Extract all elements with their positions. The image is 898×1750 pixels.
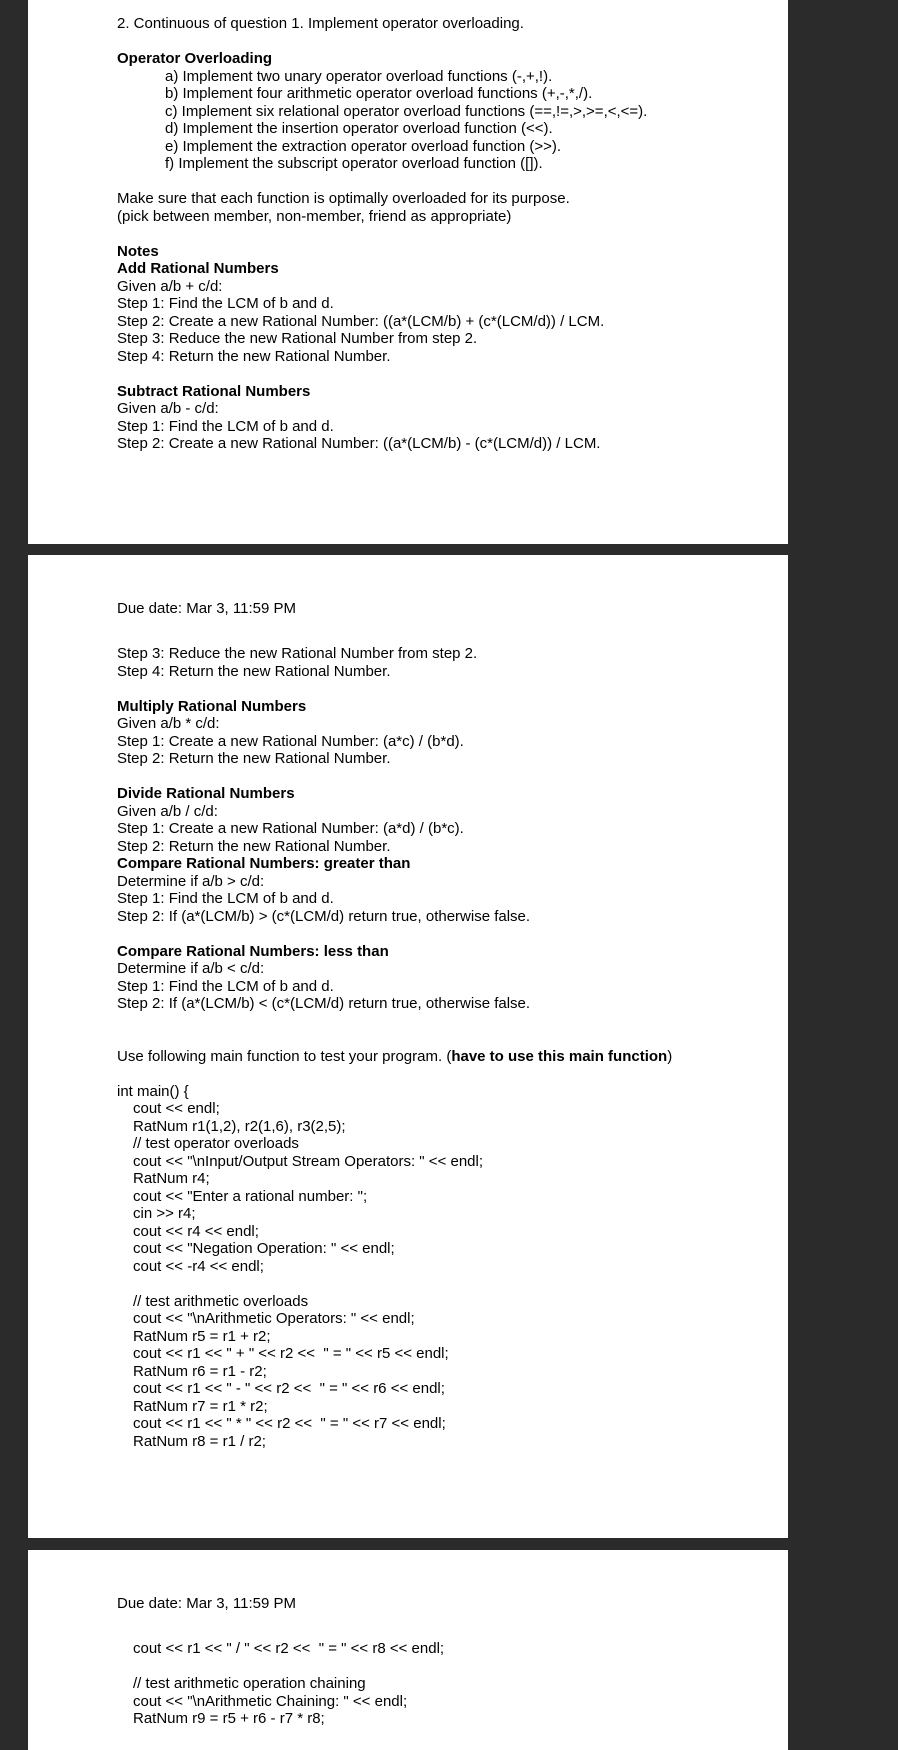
code-block xyxy=(117,1640,768,1728)
due-date: Due date: Mar 3, 11:59 PM xyxy=(117,1595,296,1612)
question-intro: 2. Continuous of question 1. Implement operator overloading. xyxy=(117,15,524,32)
text-line: Step 1: Find the LCM of b and d. xyxy=(117,417,334,435)
text-line: Given a/b * c/d: xyxy=(117,715,220,732)
list-item: f) Implement the subscript operator overload function ([]). xyxy=(165,155,543,172)
code-line: cin >> r4; xyxy=(133,1205,196,1222)
code-line: cout << "\nArithmetic Operators: " << endl; xyxy=(133,1310,415,1327)
text-line: Step 1: Create a new Rational Number: (a*d) / (b*c). xyxy=(117,820,464,837)
document-page-2 xyxy=(28,555,788,1538)
code-line: cout << "\nArithmetic Chaining: " << endl; xyxy=(133,1692,408,1710)
code-line: cout << "Negation Operation: " << endl; xyxy=(133,1240,395,1257)
code-line: cout << r1 << " * " << r2 << " = " << r7 << endl; xyxy=(133,1415,446,1432)
use-main-text-end: ) xyxy=(667,1047,673,1065)
code-line: RatNum r7 = r1 * r2; xyxy=(133,1397,268,1415)
code-line: cout << r4 << endl; xyxy=(133,1222,259,1240)
page-3-header xyxy=(117,1595,768,1613)
section-heading-divide: Divide Rational Numbers xyxy=(117,785,295,802)
use-main-emphasis: have to use this main function xyxy=(451,1047,668,1065)
page-1-content xyxy=(117,15,768,453)
code-line: int main() { xyxy=(117,1082,189,1100)
text-line: Step 1: Find the LCM of b and d. xyxy=(117,295,334,312)
due-date: Due date: Mar 3, 11:59 PM xyxy=(117,600,296,617)
page-2-content xyxy=(117,645,768,1450)
text-line: Step 3: Reduce the new Rational Number from step 2. xyxy=(117,330,478,347)
code-line: cout << "Enter a rational number: "; xyxy=(133,1187,368,1205)
section-heading-greater-than: Compare Rational Numbers: greater than xyxy=(117,855,411,872)
page-3-content xyxy=(117,1640,768,1728)
code-line: cout << -r4 << endl; xyxy=(133,1257,264,1275)
text-line: Step 4: Return the new Rational Number. xyxy=(117,347,391,365)
section-heading-subtract: Subtract Rational Numbers xyxy=(117,382,311,400)
text-line: Determine if a/b < c/d: xyxy=(117,960,265,977)
code-line: cout << "\nInput/Output Stream Operators: " << endl; xyxy=(133,1152,484,1170)
list-item: b) Implement four arithmetic operator overload functions (+,-,*,/). xyxy=(165,85,593,102)
code-line: RatNum r4; xyxy=(133,1170,210,1187)
code-line: // test operator overloads xyxy=(133,1135,299,1152)
text-line: Determine if a/b > c/d: xyxy=(117,872,265,890)
code-line: cout << r1 << " + " << r2 << " = " << r5 << endl; xyxy=(133,1345,449,1362)
code-line: cout << endl; xyxy=(133,1100,220,1117)
instruction-line: (pick between member, non-member, friend as appropriate) xyxy=(117,207,512,225)
code-line: RatNum r9 = r5 + r6 - r7 * r8; xyxy=(133,1710,325,1727)
code-line: RatNum r8 = r1 / r2; xyxy=(133,1432,266,1450)
code-line: RatNum r1(1,2), r2(1,6), r3(2,5); xyxy=(133,1117,346,1135)
page-2-header xyxy=(117,600,768,618)
text-line: Step 3: Reduce the new Rational Number from step 2. xyxy=(117,645,478,662)
text-line: Step 2: If (a*(LCM/b) < (c*(LCM/d) return true, otherwise false. xyxy=(117,995,531,1012)
notes-heading: Notes xyxy=(117,242,159,260)
code-line: RatNum r6 = r1 - r2; xyxy=(133,1362,267,1380)
list-item: a) Implement two unary operator overload functions (-,+,!). xyxy=(165,67,553,85)
text-line: Step 2: Create a new Rational Number: ((a*(LCM/b) + (c*(LCM/d)) / LCM. xyxy=(117,312,605,330)
code-line xyxy=(117,1275,768,1293)
section-heading-multiply: Multiply Rational Numbers xyxy=(117,697,307,715)
code-line: // test arithmetic operation chaining xyxy=(133,1675,366,1692)
section-heading-operator-overloading: Operator Overloading xyxy=(117,50,273,67)
list-item: e) Implement the extraction operator overload function (>>). xyxy=(165,137,562,155)
text-line: Given a/b + c/d: xyxy=(117,277,223,295)
instruction-line: Make sure that each function is optimally overloaded for its purpose. xyxy=(117,190,570,207)
code-line: cout << r1 << " - " << r2 << " = " << r6 << endl; xyxy=(133,1380,445,1397)
list-item: c) Implement six relational operator overload functions (==,!=,>,>=,<,<=). xyxy=(165,102,648,120)
text-line: Given a/b / c/d: xyxy=(117,802,218,820)
text-line: Step 1: Find the LCM of b and d. xyxy=(117,890,334,907)
text-line: Step 2: Return the new Rational Number. xyxy=(117,750,391,767)
text-line: Step 2: Return the new Rational Number. xyxy=(117,837,391,855)
document-page-1 xyxy=(28,0,788,544)
code-line: RatNum r5 = r1 + r2; xyxy=(133,1327,271,1345)
text-line: Step 4: Return the new Rational Number. xyxy=(117,662,391,680)
code-line xyxy=(117,1658,768,1676)
use-main-text: Use following main function to test your program. ( xyxy=(117,1047,452,1065)
text-line: Step 1: Create a new Rational Number: (a*c) / (b*d). xyxy=(117,732,464,750)
code-line: // test arithmetic overloads xyxy=(133,1292,309,1310)
list-item: d) Implement the insertion operator overload function (<<). xyxy=(165,120,553,137)
code-block xyxy=(117,1100,768,1450)
text-line: Step 1: Find the LCM of b and d. xyxy=(117,977,334,995)
section-heading-add: Add Rational Numbers xyxy=(117,260,279,277)
document-page-3 xyxy=(28,1550,788,1750)
code-line: cout << r1 << " / " << r2 << " = " << r8 << endl; xyxy=(133,1640,445,1657)
text-line: Step 2: Create a new Rational Number: ((a*(LCM/b) - (c*(LCM/d)) / LCM. xyxy=(117,435,601,452)
text-line: Step 2: If (a*(LCM/b) > (c*(LCM/d) return true, otherwise false. xyxy=(117,907,531,925)
text-line: Given a/b - c/d: xyxy=(117,400,219,417)
use-main-instruction xyxy=(117,1048,768,1066)
section-heading-less-than: Compare Rational Numbers: less than xyxy=(117,942,389,960)
